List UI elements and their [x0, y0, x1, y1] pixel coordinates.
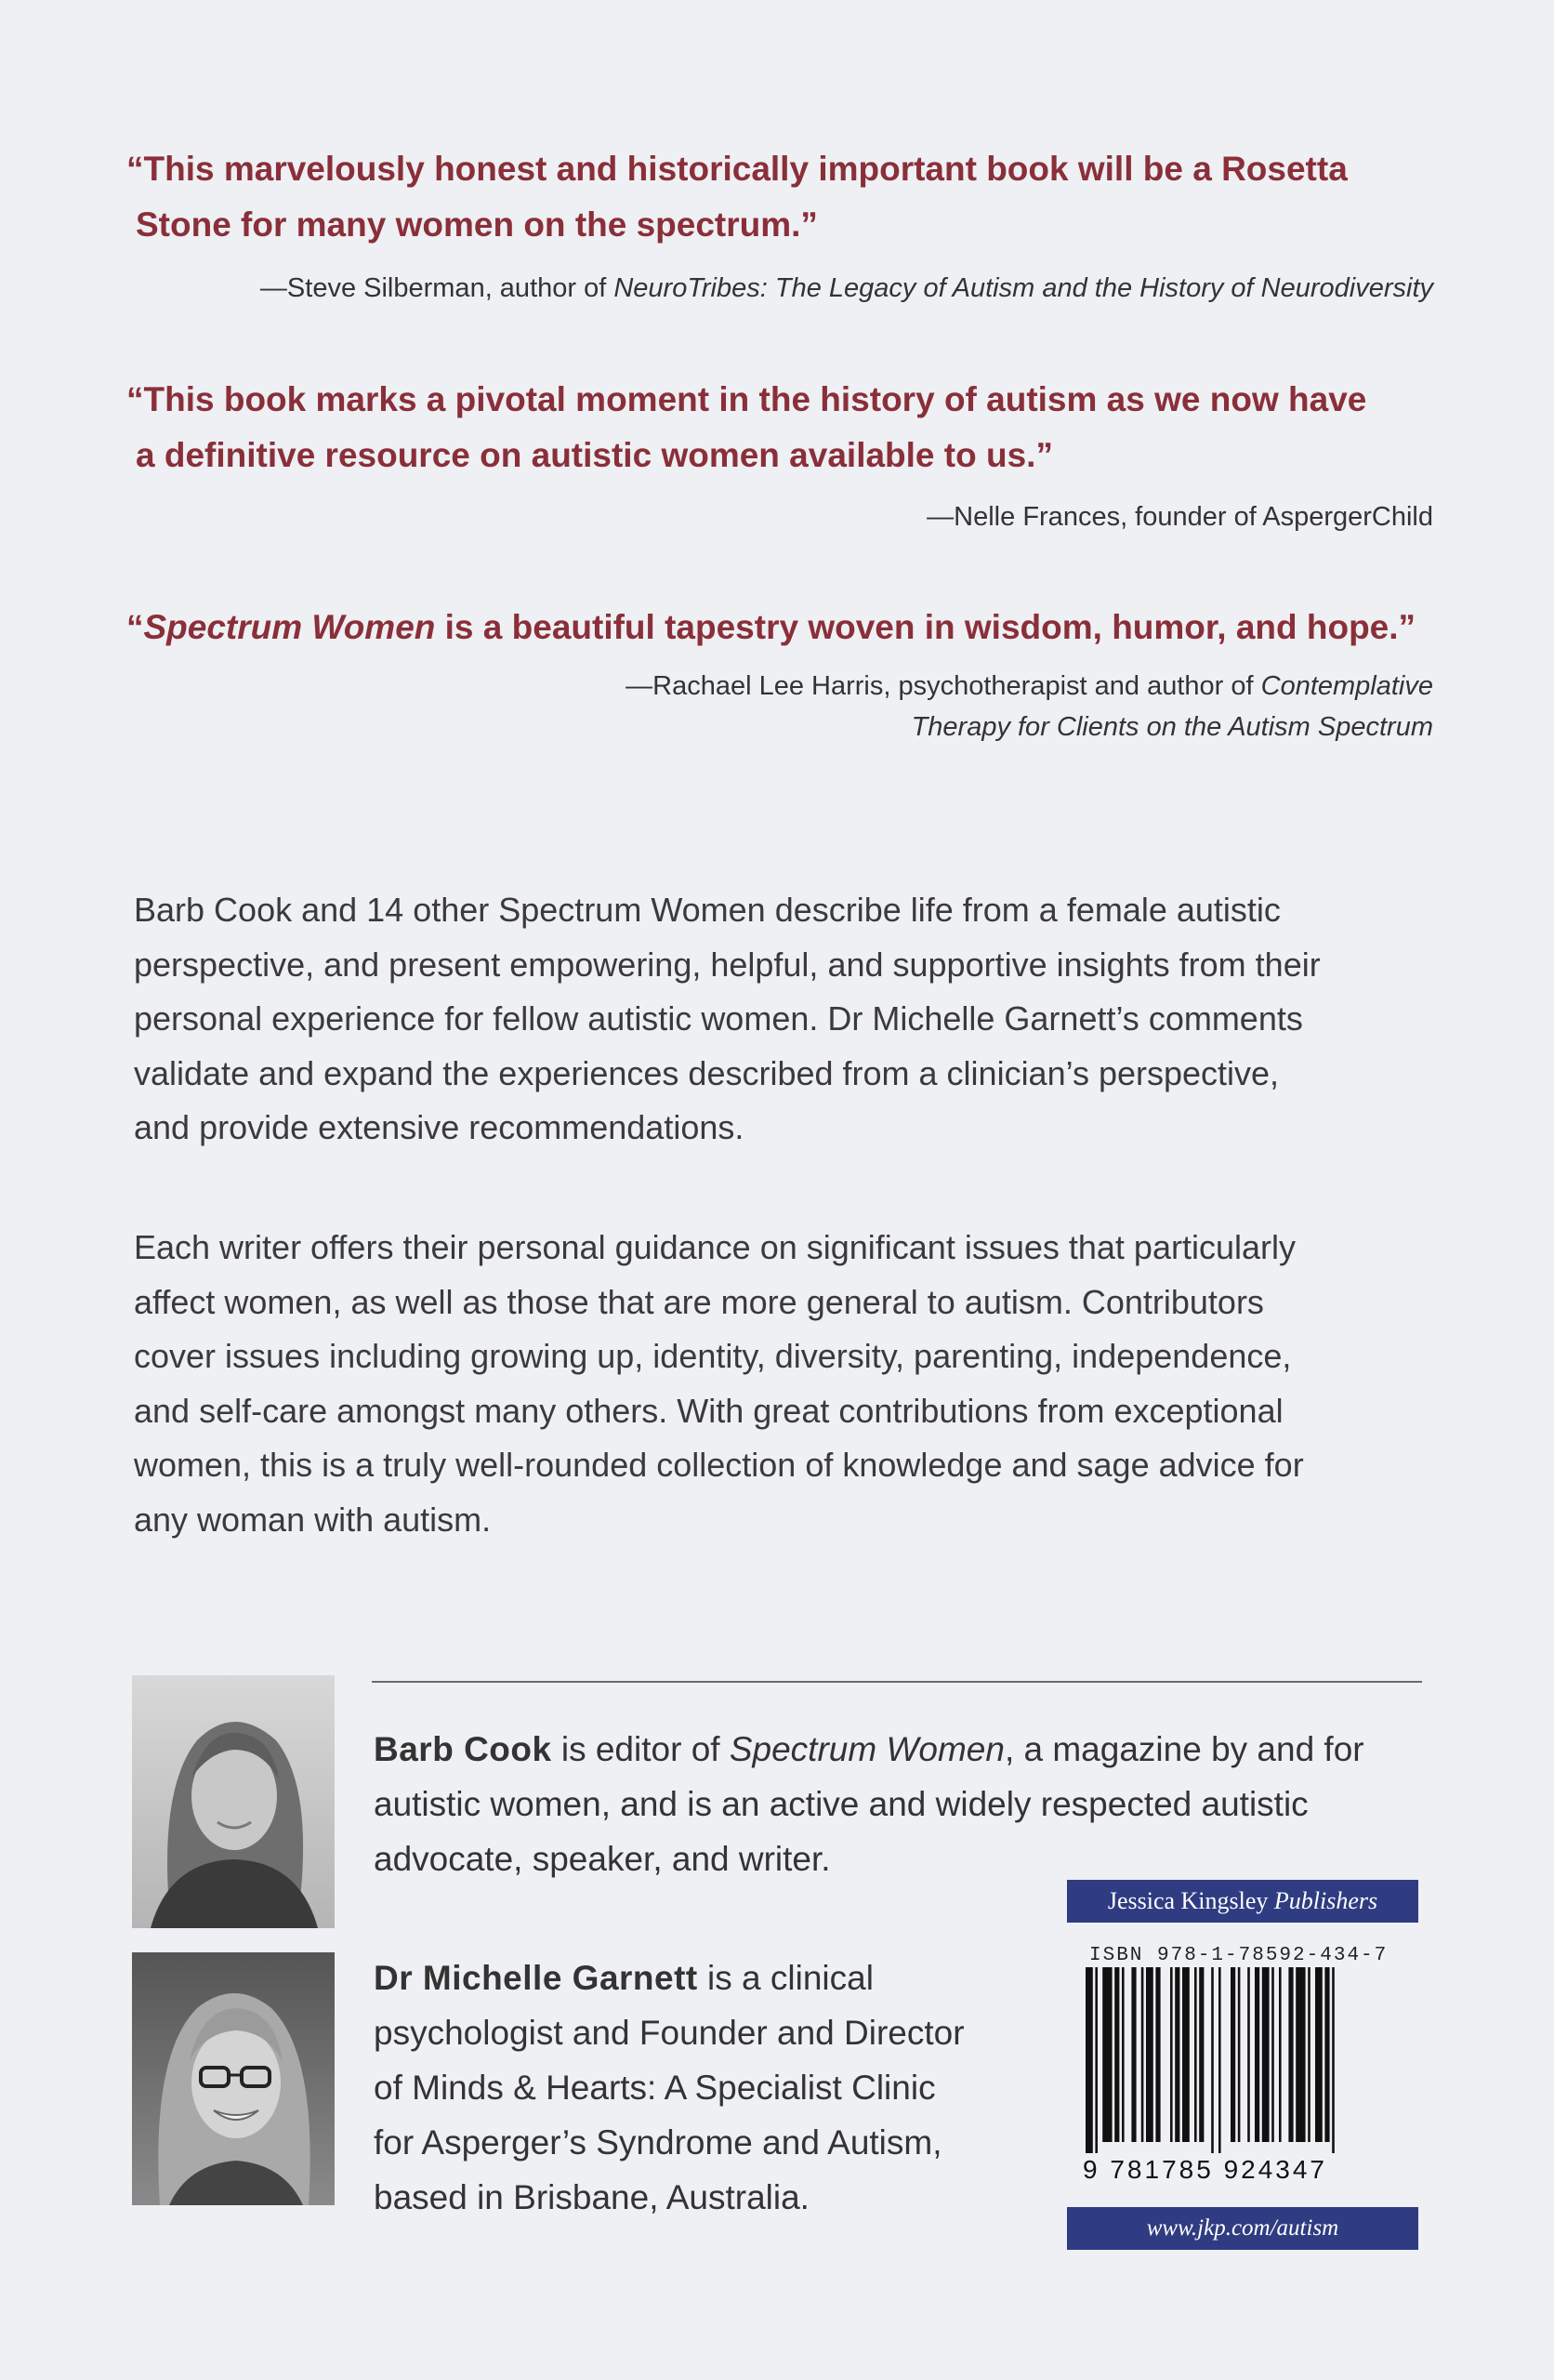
barcode-digits: 9 781785 924347: [1083, 2155, 1327, 2184]
bio-barb-cook: Barb Cook is editor of Spectrum Women, a magazine by and for autistic women, and is an active and widely respected autistic advocate, speaker, and writer.: [374, 1730, 1364, 1878]
barcode-bar: [1315, 1967, 1323, 2142]
quote-1: [126, 141, 1446, 253]
isbn-text: ISBN 978-1-78592-434-7: [1089, 1945, 1389, 1966]
barcode-bar: [1332, 1967, 1335, 2153]
barcode-bar: [1194, 1967, 1197, 2142]
barcode-bar: [1279, 1967, 1282, 2142]
publisher-url-band: www.jkp.com/autism: [1067, 2207, 1418, 2250]
barcode-bar: [1199, 1967, 1204, 2142]
author-photo-barb-cook: [132, 1675, 335, 1928]
barcode-bar: [1122, 1967, 1125, 2142]
barcode-bar: [1247, 1967, 1250, 2142]
book-title-neurotribes: NeuroTribes: The Legacy of Autism and the History of Neurodiversity: [613, 273, 1433, 303]
barcode-bar: [1324, 1967, 1329, 2142]
bio-michelle-garnett: Dr Michelle Garnett is a clinical psychologist and Founder and Director of Minds & Hearts: A Specialist Clinic for Asperger’s Syndrome and Autism, based in Brisbane, Australia.: [374, 1959, 965, 2216]
barcode-bar: [1211, 1967, 1214, 2153]
barcode-bar: [1182, 1967, 1190, 2142]
quote-2-line-1: “This book marks a pivotal moment in the history of autism as we now have: [126, 380, 1367, 418]
barcode-bar: [1141, 1967, 1144, 2142]
quote-1-line-1: “This marvelously honest and historically important book will be a Rosetta: [126, 150, 1348, 188]
quote-1-attribution: —Steve Silberman, author of NeuroTribes: The Legacy of Autism and the History of Neurodiversity: [259, 273, 1433, 303]
barcode-bar: [1308, 1967, 1310, 2142]
author-photo-michelle-garnett: [132, 1952, 335, 2205]
quote-2-line-2: a definitive resource on autistic women available to us.”: [136, 436, 1053, 474]
book-title-spectrum-women: Spectrum Women: [143, 608, 436, 646]
quote-3-attribution: —Rachael Lee Harris, psychotherapist and author of Contemplative Therapy for Clients on the Autism Spectrum: [626, 671, 1433, 742]
barcode-bar: [1175, 1967, 1179, 2142]
barcode-bar: [1296, 1967, 1305, 2142]
barcode-bar: [1095, 1967, 1098, 2153]
bio-name-michelle-garnett: Dr Michelle Garnett: [374, 1959, 698, 1997]
barcode-bar: [1262, 1967, 1270, 2142]
barcode-bar: [1271, 1967, 1274, 2142]
blurb-paragraph-2: Each writer offers their personal guidance on significant issues that particularly affect women, as well as those that are more general to autism. Contributors cover issues including growing up, identity, diversity, parenting, independence, and self-care amongst many others. With great contributions from exceptional women, this is a truly well-rounded collection of knowledge and sage advice for any woman with autism.: [134, 1228, 1304, 1539]
publisher-logo-band: Jessica Kingsley Publishers: [1067, 1880, 1418, 1923]
bio-name-barb-cook: Barb Cook: [374, 1730, 552, 1768]
quote-3: “Spectrum Women is a beautiful tapestry woven in wisdom, humor, and hope.”: [126, 608, 1416, 646]
barcode-bar: [1288, 1967, 1293, 2142]
barcode-bar: [1102, 1967, 1112, 2142]
quote-2: [126, 372, 1446, 483]
barcode-bars: [1078, 1967, 1418, 2153]
barcode-bar: [1146, 1967, 1153, 2142]
quote-2-attribution: —Nelle Frances, founder of AspergerChild: [927, 502, 1433, 532]
barcode-bar: [1086, 1967, 1093, 2153]
barcode-bar: [1131, 1967, 1136, 2142]
barcode-bar: [1114, 1967, 1119, 2142]
barcode-bar: [1218, 1967, 1221, 2153]
quote-1-line-2: Stone for many women on the spectrum.”: [136, 205, 818, 244]
barcode-bar: [1238, 1967, 1241, 2142]
barcode-bar: [1170, 1967, 1173, 2142]
barcode-bar: [1255, 1967, 1259, 2142]
portrait-image: [132, 1952, 335, 2205]
blurb-paragraph-1: Barb Cook and 14 other Spectrum Women describe life from a female autistic perspective, and present empowering, helpful, and supportive insights from their personal experience for fellow autistic women. Dr Michelle Garnett’s comments validate and expand the experiences described from a clinician’s perspective, and provide extensive recommendations.: [134, 891, 1321, 1146]
barcode-bar: [1155, 1967, 1160, 2142]
section-divider: [372, 1681, 1422, 1683]
barcode-bar: [1231, 1967, 1235, 2142]
portrait-image: [132, 1675, 335, 1928]
